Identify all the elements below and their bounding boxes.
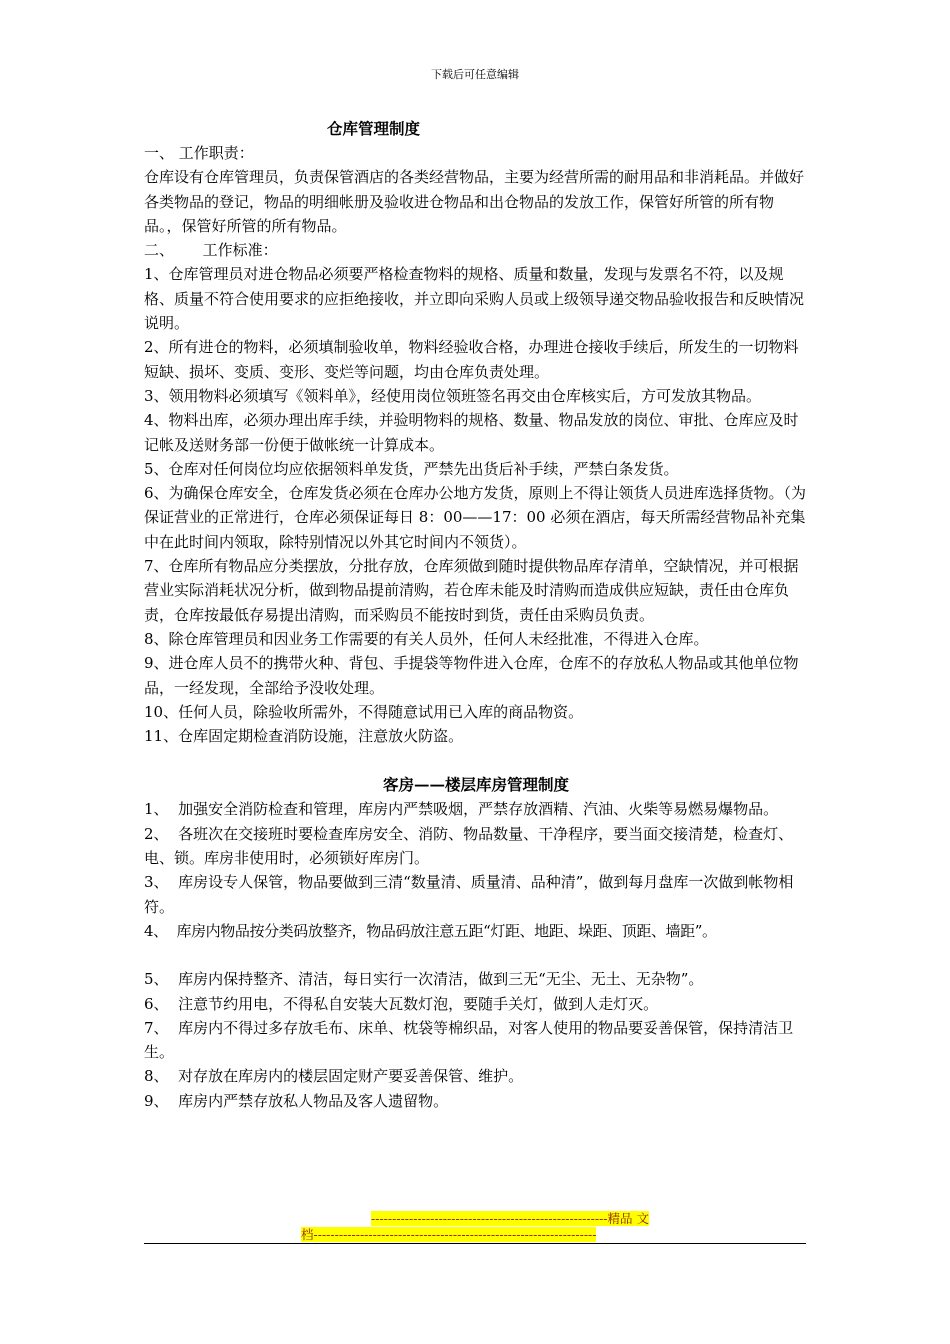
header-note: 下载后可任意编辑 [431,68,519,81]
footer-rule [144,1243,806,1244]
document-body [144,117,808,1113]
list-item: 6、 注意节约用电，不得私自安装大瓦数灯泡，要随手关灯，做到人走灯灭。 [144,994,659,1013]
paragraph: 10、任何人员，除验收所需外，不得随意试用已入库的商品物资。 [144,702,584,721]
section-title-room-storage: 客房——楼层库房管理制度 [382,775,569,795]
paragraph: 二、 工作标准： [144,241,278,260]
list-item: 9、 库房内严禁存放私人物品及客人遗留物。 [144,1091,449,1110]
list-item: 7、 库房内不得过多存放毛布、床单、枕袋等棉织品，对客人使用的物品要妥善保管，保持清洁卫生。 [144,1018,794,1062]
paragraph: 1、仓库管理员对进仓物品必须要严格检查物料的规格、质量和数量，发现与发票名不符，以及规格、质量不符合使用要求的应拒绝接收，并立即向采购人员或上级领导递交物品验收报告和反映情况说明。 [144,265,805,333]
list-item: 4、 库房内物品按分类码放整齐，物品码放注意五距“灯距、地距、垛距、顶距、墙距”。 [144,921,717,940]
paragraph: 11、仓库固定期检查消防设施，注意放火防盗。 [144,727,464,746]
list-item: 3、 库房设专人保管，物品要做到三清“数量清、质量清、品种清”，做到每月盘库一次做到帐物相符。 [144,873,794,916]
paragraph: 8、除仓库管理员和因业务工作需要的有关人员外，任何人未经批准，不得进入仓库。 [144,629,709,648]
spacer [144,748,808,773]
paragraph: 9、进仓库人员不的携带火种、背包、手提袋等物件进入仓库，仓库不的存放私人物品或其他单位物品，一经发现，全部给予没收处理。 [144,654,799,697]
list-item: 5、 库房内保持整齐、清洁，每日实行一次清洁，做到三无“无尘、无土、无杂物”。 [144,970,704,989]
list-item: 2、 各班次在交接班时要检查库房安全、消防、物品数量、干净程序，要当面交接清楚，检查灯、电、锁。库房非使用时，必须锁好库房门。 [144,824,794,868]
spacer [144,943,808,967]
paragraph: 3、领用物料必须填写《领料单》，经使用岗位领班签名再交由仓库核实后，方可发放其物品。 [144,386,762,405]
paragraph: 4、物料出库，必须办理出库手续，并验明物料的规格、数量、物品发放的岗位、审批、仓库应及时记帐及送财务部一份便于做帐统一计算成本。 [144,411,799,454]
section-title-warehouse: 仓库管理制度 [327,119,421,138]
paragraph: 一、 工作职责： [144,144,254,162]
list-item: 8、 对存放在库房内的楼层固定财产要妥善保管、维护。 [144,1067,524,1086]
paragraph: 6、为确保仓库安全，仓库发货必须在仓库办公地方发货，原则上不得让领货人员进库选择货物。（为保证营业的正常进行，仓库必须保证每日 8：00——17：00 必须在酒店，每天所需经营物品补充集中在此时间内领取，除特别情况以外其它时间内不领货）。 [144,484,807,551]
paragraph: 5、仓库对任何岗位均应依据领料单发货，严禁先出货后补手续，严禁白条发货。 [144,459,679,478]
footer-watermark [301,1211,649,1242]
footer-line-1: --------------------------------------------------------精品 文 [371,1211,649,1226]
paragraph: 仓库设有仓库管理员，负责保管酒店的各类经营物品，主要为经营所需的耐用品和非消耗品。并做好各类物品的登记，物品的明细帐册及验收进仓物品和出仓物品的发放工作，保管好所管的所有物品。，保管好所管的所有物品。 [144,168,805,235]
footer-line-2: 档------------------------------------------------------------------- [301,1226,597,1242]
paragraph: 7、仓库所有物品应分类摆放，分批存放，仓库须做到随时提供物品库存清单，空缺情况，并可根据营业实际消耗状况分析，做到物品提前清购，若仓库未能及时清购而造成供应短缺，责任由仓库负责，仓库按最低存易提出清购，而采购员不能按时到货，责任由采购员负责。 [144,557,799,624]
list-item: 1、 加强安全消防检查和管理，库房内严禁吸烟，严禁存放酒精、汽油、火柴等易燃易爆物品。 [144,800,779,819]
paragraph: 2、所有进仓的物料，必须填制验收单，物料经验收合格，办理进仓接收手续后，所发生的一切物料短缺、损坏、变质、变形、变烂等问题，均由仓库负责处理。 [144,338,799,381]
